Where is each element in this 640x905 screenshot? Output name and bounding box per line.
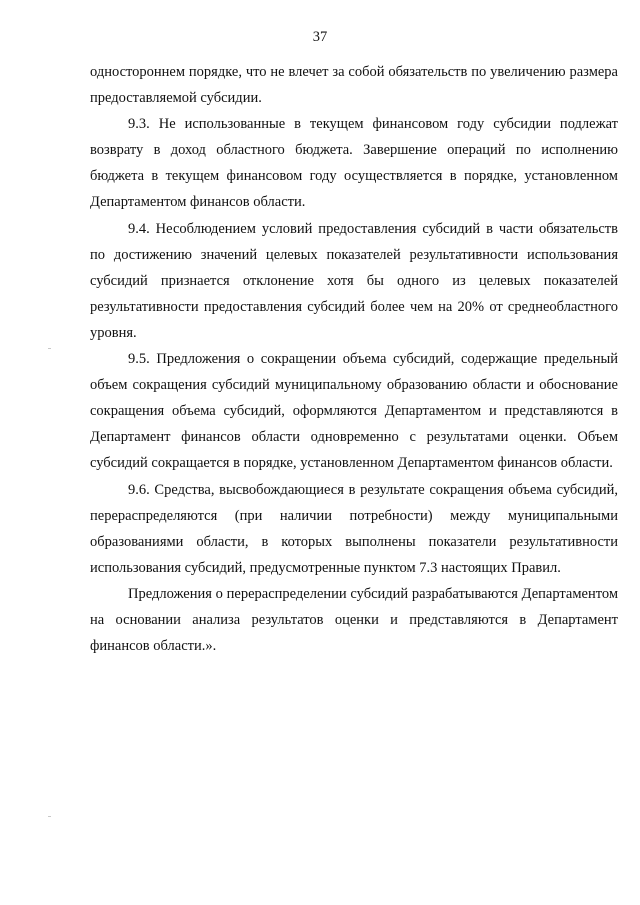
scan-margin-mark	[48, 348, 51, 349]
paragraph-9-5: 9.5. Предложения о сокращении объема субсидий, содержащие предельный объем сокращения субсидий муниципальному образованию области и обоснование сокращения объема субсидий, оформляются Департаментом и представляются в Департамент финансов области одновременно с результатами оценки. Объем субсидий сокращается в порядке, установленном Департаментом финансов области.	[90, 351, 618, 472]
paragraph-continuation: одностороннем порядке, что не влечет за собой обязательств по увеличению размера предоставляемой субсидии.	[90, 64, 618, 107]
paragraph-redistribution: Предложения о перераспределении субсидий разрабатываются Департаментом на основании анализа результатов оценки и представляются в Департамент финансов области.».	[90, 585, 618, 655]
paragraph-9-6: 9.6. Средства, высвобождающиеся в результате сокращения объема субсидий, перераспределяются (при наличии потребности) между муниципальными образованиями области, в которых выполнены показатели результативности использования субсидий, предусмотренные пунктом 7.3 настоящих Правил.	[90, 481, 618, 576]
page-number: 37	[312, 29, 328, 45]
document-body	[90, 59, 618, 659]
paragraph-9-3: 9.3. Не использованные в текущем финансовом году субсидии подлежат возврату в доход областного бюджета. Завершение операций по исполнению бюджета в текущем финансовом году осуществляется в порядке, установленном Департаментом финансов области.	[90, 116, 618, 211]
paragraph-9-4: 9.4. Несоблюдением условий предоставления субсидий в части обязательств по достижению значений целевых показателей результативности использования субсидий признается отклонение хотя бы одного из целевых показателей результативности предоставления субсидий более чем на 20% от среднеобластного уровня.	[90, 220, 618, 341]
scan-margin-mark	[48, 816, 51, 817]
